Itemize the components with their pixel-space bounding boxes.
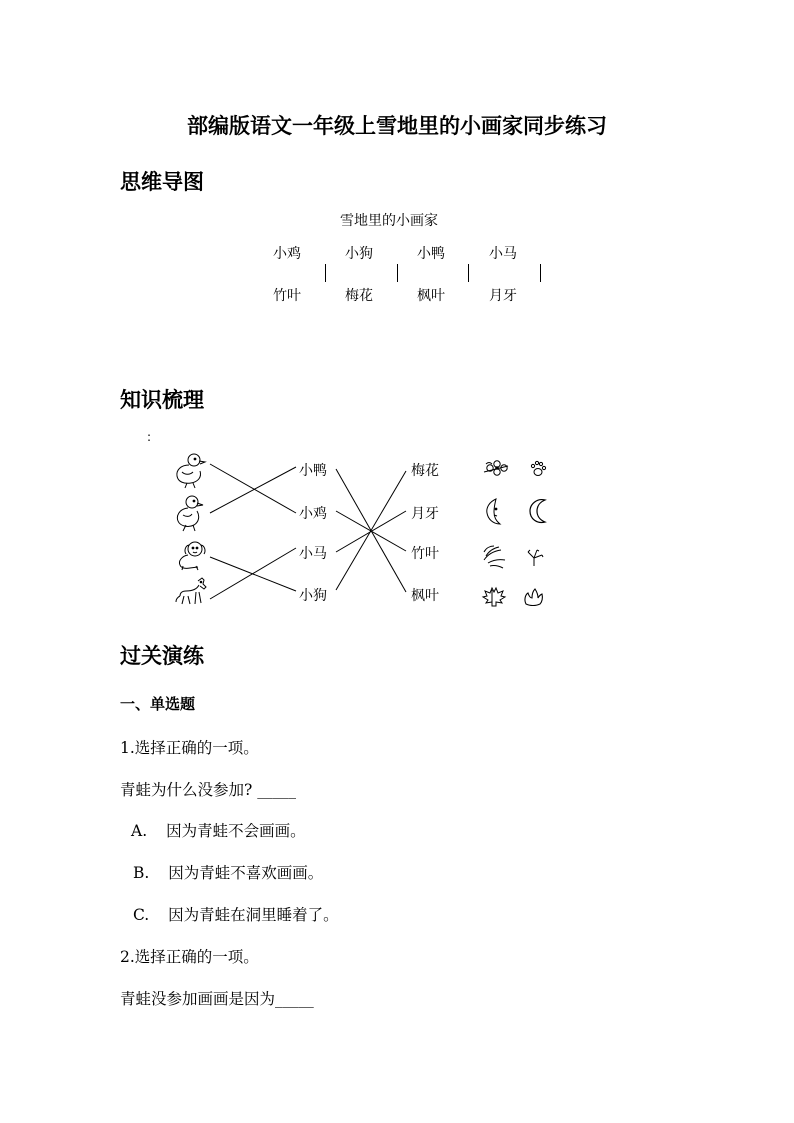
crescent-icon [530,500,545,523]
bamboo-leaf-icon [484,546,505,568]
option-text: 因为青蛙不会画画。 [166,822,306,840]
practice-heading: 过关演练 [120,644,204,668]
question-stem: 2.选择正确的一项。 [120,948,259,966]
option-letter: B. [133,864,150,882]
mindmap-picture: 梅花 [345,288,373,304]
matching-lines [210,464,406,599]
paw-print-icon [531,461,545,475]
knowledge-heading: 知识梳理 [120,388,204,412]
matching-picture-label: 竹叶 [411,546,439,562]
option-a[interactable] [131,819,306,841]
match-line [210,548,296,599]
mindmap-heading: 思维导图 [120,170,204,194]
section-heading: 一、单选题 [120,695,196,713]
page-title: 部编版语文一年级上雪地里的小画家同步练习 [187,113,607,138]
matching-animal-label: 小狗 [299,588,327,604]
matching-animal-label: 小马 [299,546,327,562]
mindmap-picture: 竹叶 [273,288,301,304]
matching-animal-label: 小鸭 [299,463,327,479]
option-letter: C. [133,906,150,924]
mindmap-picture: 枫叶 [417,288,445,304]
option-c[interactable] [133,903,339,925]
hoof-print-icon [525,589,542,606]
mindmap-animal: 小马 [489,246,517,262]
duck-icon [177,454,205,488]
mindmap-picture: 月牙 [489,288,517,304]
matching-picture-label: 月牙 [411,506,439,522]
mindmap-animal: 小狗 [345,246,373,262]
option-text: 因为青蛙在洞里睡着了。 [168,906,339,924]
chicken-track-icon [528,550,543,566]
maple-leaf-icon [483,588,505,606]
plum-blossom-icon [484,461,508,475]
crescent-moon-icon [487,499,500,524]
mindmap-animal: 小鸡 [273,246,301,262]
matching-picture-label: 梅花 [411,463,439,479]
question-prompt: 青蛙没参加画画是因为_____ [120,990,314,1008]
match-line [336,469,406,592]
question-prompt: 青蛙为什么没参加? _____ [120,781,296,799]
option-b[interactable] [133,861,323,883]
chick-icon [177,496,203,531]
knowledge-dot: : [147,430,152,444]
matching-picture-label: 枫叶 [411,588,439,604]
option-text: 因为青蛙不喜欢画画。 [168,864,324,882]
matching-animal-label: 小鸡 [299,506,327,522]
puppy-icon [179,542,205,570]
option-letter: A. [131,822,148,840]
question-stem: 1.选择正确的一项。 [120,739,259,757]
horse-icon [176,578,206,604]
mindmap-root: 雪地里的小画家 [340,213,438,229]
mindmap-animal: 小鸭 [417,246,445,262]
